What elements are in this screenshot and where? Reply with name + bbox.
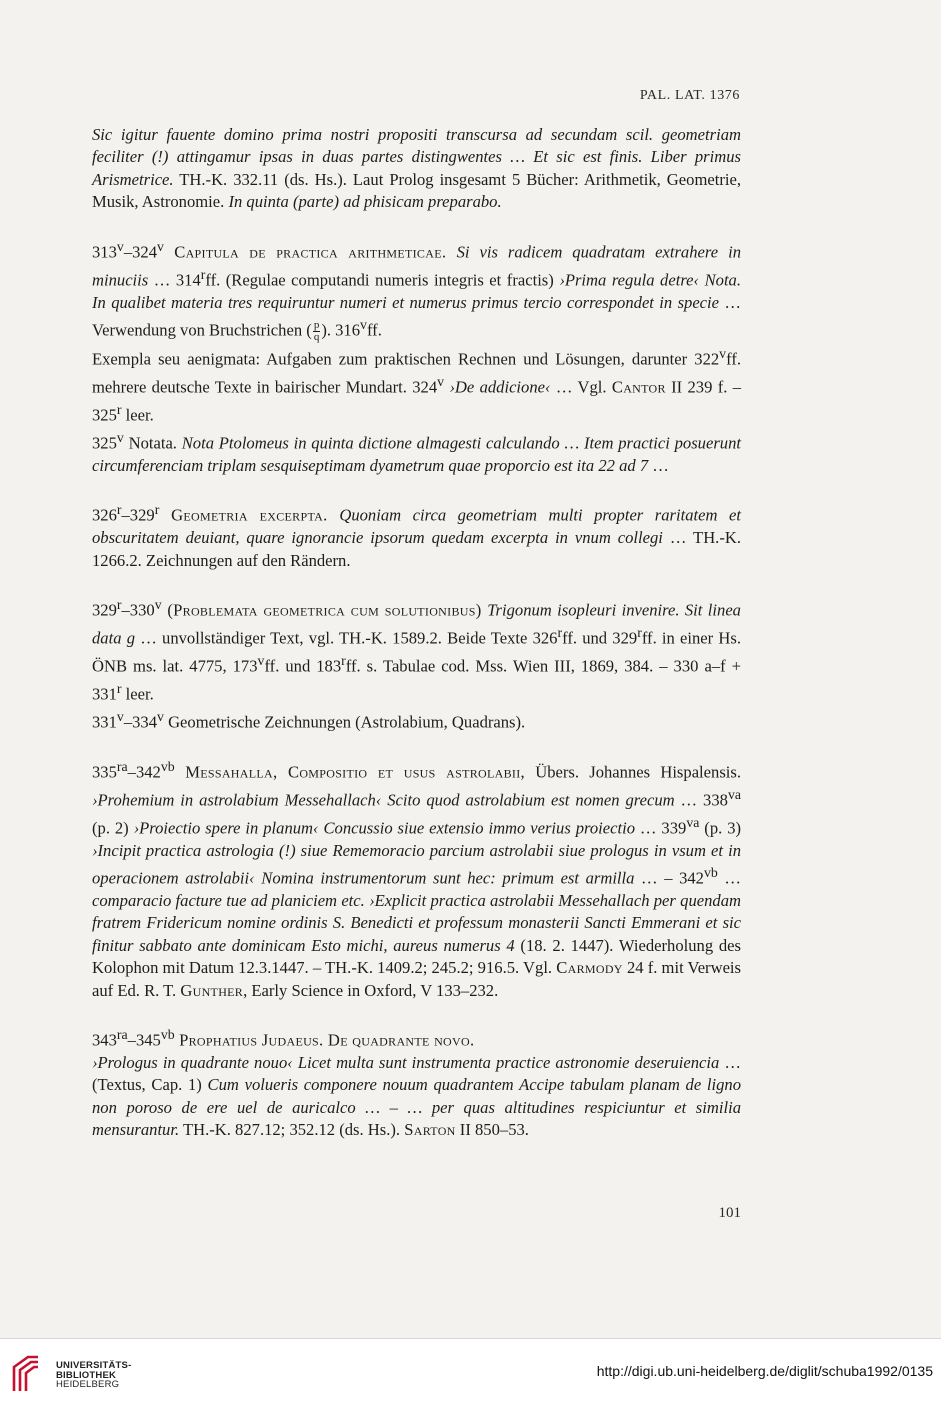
entry-prologus: ›Prologus in quadrante nouo‹ Licet multa sunt instrumenta practice astronomie deseruiencia … (Textus, Cap. 1) Cum volueris componere nouum quadrantem Accipe tabulam planam de ligno non poroso de ere uel de auricalco … – … per quas altitudines respiciuntur et similia mensurantur. TH.-K. 827.12; 352.12 (ds. Hs.). Sarton II 850–53. xyxy=(92,1052,742,1140)
digitization-footer xyxy=(0,1338,941,1410)
entry-heading: Prophatius Judaeus. De quadrante novo. xyxy=(174,1030,475,1050)
latin-quote: Sic igitur fauente domino prima nostri propositi transcursa ad secundam scil. geometriam feciliter (!) attingamur ipsas in duas partes distingwentes … Et sic est finis. Liber primus Arismetrice. xyxy=(92,125,741,189)
paragraph-incipit-explicit: Sic igitur fauente domino prima nostri propositi transcursa ad secundam scil. geometriam feciliter (!) attingamur ipsas in duas partes distingwentes … Et sic est finis. Liber primus Arismetrice. TH.-K. 332.11 (ds. Hs.). Laut Prolog insgesamt 5 Bücher: Arithmetik, Geometrie, Musik, Astronomie. In quinta (parte) ad phisicam preparabo. xyxy=(92,125,741,212)
library-logo-icon xyxy=(8,1351,54,1397)
entry-exempla: Exempla seu aenigmata: Aufgaben zum praktischen Rechnen und Lösungen, darunter 322$^v$ff. mehrere deutsche Texte in bairischer Mundart. 324$^v$ ›De addicione‹ … Vgl. Cantor II 239 f. – 325$^r$ leer. xyxy=(92,346,742,425)
entry-heading: (Problemata geometrica cum solutionibus) xyxy=(161,600,488,620)
entry-331v: 331$^v$–334$^v$ Geometrische Zeichnungen (Astrolabium, Quadrans). xyxy=(92,708,526,732)
entry-335ra: $335^{ra}-342^{vb}$ Messahalla, Compositio et usus astrolabii, Übers. Johannes Hispalensis. ›Prohemium in astrolabium Messehallach‹ Scito quod astrolabium est nomen grecum … $338^{va}$ (p. 2) ›Proiectio spere in planum‹ Concussio siue extensio immo verius proiectio … $339^{va}$ (p. 3) ›Incipit practica astrologia (!) siue Rememoracio parcium astrolabii siue prologus in vsum et in operacionem astrolabii‹ Nomina instrumentorum sunt hec: primum est armilla … – $342^{vb}$ … comparacio facture tue ad planiciem etc. ›Explicit practica astrolabii Messehallach per quendam fratrem Fridericum nomine ordinis S. Benedicti et professum monasterii Sancti Emmerani et sic finitur sabbato ante dominicam Esto michi, aureus numerus 4 (18. 2. 1447). Wiederholung des Kolophon mit Datum 12.3.1447. – TH.-K. 1409.2; 245.2; 916.5. Vgl. Carmody 24 f. mit Verweis auf Ed. R. T. Gunther, Early Science in Oxford, V 133–232. xyxy=(92,758,742,1000)
fraction-p-over-q: $\frac{p}{q}$ xyxy=(313,319,320,344)
permalink-url[interactable]: http://digi.ub.uni-heidelberg.de/diglit/schuba1992/0135 xyxy=(596,1363,933,1379)
entry-326r: 326$^r$–329$^r$ Geometria excerpta. Quoniam circa geometriam multi propter raritatem et obscuritatem deuiant, quare ignorancie ipsorum quedam excerpta in vnum collegi … TH.-K. 1266.2. Zeichnungen auf den Rändern. xyxy=(92,502,741,570)
library-name: UNIVERSITÄTS- BIBLIOTHEK HEIDELBERG xyxy=(56,1360,132,1391)
entry-329r: 329$^r$–330$^v$ (Problemata geometrica cum solutionibus) Trigonum isopleuri invenire. Sit linea data g … unvollständiger Text, vgl. TH.-K. 1589.2. Beide Texte 326$^r$ff. und 329$^r$ff. in einer Hs. ÖNB ms. lat. 4775, 173$^v$ff. und 183$^r$ff. s. Tabulae cod. Mss. Wien III, 1869, 384. – 330 $a-f + 331^r$ leer. xyxy=(92,597,741,704)
running-head: PAL. LAT. 1376 xyxy=(639,88,740,103)
page-number: 101 xyxy=(718,1205,741,1221)
entry-313v: 313$^v$–324$^v$ Capitula de practica arithmeticae. Si vis radicem quadratam extrahere in minuciis … 314$^r$ff. (Regulae computandi numeris integris et fractis) ›Prima regula detre‹ Nota. In qualibet materia tres requiruntur numeri et numerus primus tercio correspondet in specie … Verwendung von Bruchstrichen ( $\frac{p}{q}$ ). 316$^v$ff. xyxy=(92,238,742,344)
entry-heading: Messahalla, Compositio et usus astrolabii, xyxy=(174,762,525,782)
entry-325v: 325$^v$ Notata. Nota Ptolomeus in quinta dictione almagesti calculando … Item practici posuerunt circumferenciam triplam sesquiseptimam dyametrum quae proporcio est ita 22 ad 7 … xyxy=(92,429,741,475)
entry-heading: Geometria excerpta. xyxy=(159,505,340,525)
entry-heading: Capitula de practica arithmeticae. xyxy=(163,242,457,262)
latin-quote: In quinta (parte) ad phisicam preparabo. xyxy=(228,192,502,212)
entry-343ra: $343^{ra}-345^{vb}$ Prophatius Judaeus. De quadrante novo. xyxy=(92,1026,475,1050)
catalog-text xyxy=(92,124,741,1141)
